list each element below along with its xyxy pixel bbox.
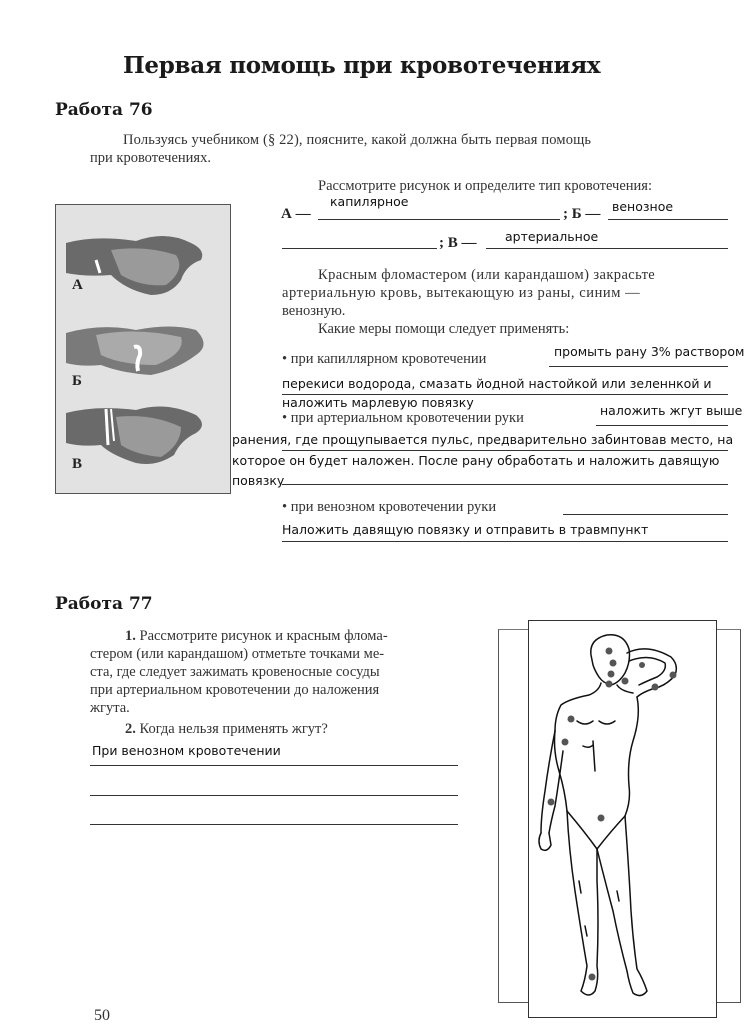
capillary-answer-1[interactable]: промыть рану 3% раствором	[554, 344, 745, 359]
q2-line-2	[90, 795, 458, 796]
figure-label-b: Б	[72, 373, 82, 389]
work76-intro-line1: Пользуясь учебником (§ 22), поясните, какой должна быть первая помощь	[123, 132, 592, 148]
venous-prompt: • при венозном кровотечении руки	[282, 499, 497, 515]
q1-number: 1.	[125, 628, 136, 644]
figure-label-v: В	[72, 456, 83, 472]
q1-line2: стером (или карандашом) отметьте точками ме-	[90, 646, 385, 662]
color-task-line3: венозную.	[282, 303, 346, 319]
arterial-line-2	[282, 450, 728, 451]
arterial-answer-2[interactable]: ранения, где прощупывается пульс, предварительно забинтовав место, на	[232, 432, 734, 447]
arterial-answer-1[interactable]: наложить жгут выше	[600, 403, 743, 418]
answer-v-label: ; В —	[439, 235, 477, 251]
q1-line5: жгута.	[90, 700, 130, 716]
answer-a-input[interactable]: капилярное	[330, 194, 409, 209]
pressure-point-brachial	[568, 716, 575, 723]
q1-line4: при артериальном кровотечении до наложения	[90, 682, 380, 698]
pressure-point-brachial-raised	[670, 672, 677, 679]
answer-v-line	[486, 248, 728, 249]
page-title: Первая помощь при кровотечениях	[123, 52, 601, 79]
q2-text: Когда нельзя применять жгут?	[139, 721, 328, 737]
pressure-point-subclavian-right	[622, 678, 629, 685]
arterial-answer-3[interactable]: которое он будет наложен. После рану обработать и наложить давящую	[232, 453, 720, 468]
figure-task: Рассмотрите рисунок и определите тип кровотечения:	[318, 178, 652, 194]
measures-question: Какие меры помощи следует применять:	[318, 321, 570, 337]
pressure-point-axillary	[652, 684, 659, 691]
capillary-prompt: • при капиллярном кровотечении	[282, 351, 487, 367]
human-body-illustration	[529, 621, 716, 1017]
work76-intro-line2: при кровотечениях.	[90, 150, 211, 166]
q2-line-3	[90, 824, 458, 825]
capillary-answer-2[interactable]: перекиси водорода, смазать йодной настойкой или зеленнкой и	[282, 376, 712, 391]
pressure-point-facial	[610, 660, 617, 667]
answer-b-line	[608, 219, 728, 220]
pressure-point-radial	[548, 799, 555, 806]
answer-b-input[interactable]: венозное	[612, 199, 674, 214]
arterial-line-3	[282, 484, 728, 485]
work77-heading: Работа 77	[55, 594, 153, 614]
q2-answer[interactable]: При венозном кровотечении	[92, 743, 281, 758]
color-task-line2: артериальную кровь, вытекающую из раны, синим —	[282, 285, 641, 301]
pressure-point-carotid	[608, 671, 615, 678]
q2-number: 2.	[125, 721, 136, 737]
arterial-line-1	[596, 425, 728, 426]
q2-line-1	[90, 765, 458, 766]
figure-label-a: А	[72, 277, 83, 293]
answer-b-label: ; Б —	[563, 206, 601, 222]
q1-text-line1: Рассмотрите рисунок и красным флома-	[139, 628, 388, 644]
q1-line1	[125, 628, 388, 645]
pressure-point-elbow-raised	[639, 662, 645, 668]
venous-answer[interactable]: Наложить давящую повязку и отправить в травмпункт	[282, 522, 649, 537]
q1-line3: ста, где следует зажимать кровеносные сосуды	[90, 664, 380, 680]
venous-line-2	[282, 541, 728, 542]
arterial-answer-4[interactable]: повязку	[232, 473, 285, 488]
answer-v-input[interactable]: артериальное	[505, 229, 599, 244]
bleeding-types-figure	[55, 204, 231, 494]
pressure-point-subclavian-left	[606, 681, 613, 688]
page-number: 50	[94, 1007, 110, 1024]
human-figure-panel	[528, 620, 717, 1018]
pressure-point-femoral	[598, 815, 605, 822]
pressure-point-elbow	[562, 739, 569, 746]
hands-illustration	[56, 205, 230, 493]
capillary-answer-3[interactable]: наложить марлевую повязку	[282, 395, 474, 410]
capillary-line-1	[549, 366, 728, 367]
venous-line-1	[563, 514, 728, 515]
pressure-point-temporal	[606, 648, 613, 655]
answer-b-line-2	[282, 248, 437, 249]
answer-a-label: А —	[281, 206, 311, 222]
arterial-prompt: • при артериальном кровотечении руки	[282, 410, 524, 426]
pressure-point-ankle	[589, 974, 596, 981]
color-task-line1: Красным фломастером (или карандашом) закрасьте	[318, 267, 656, 283]
answer-a-line	[318, 219, 560, 220]
q2-line	[125, 721, 328, 738]
work76-heading: Работа 76	[55, 100, 153, 120]
